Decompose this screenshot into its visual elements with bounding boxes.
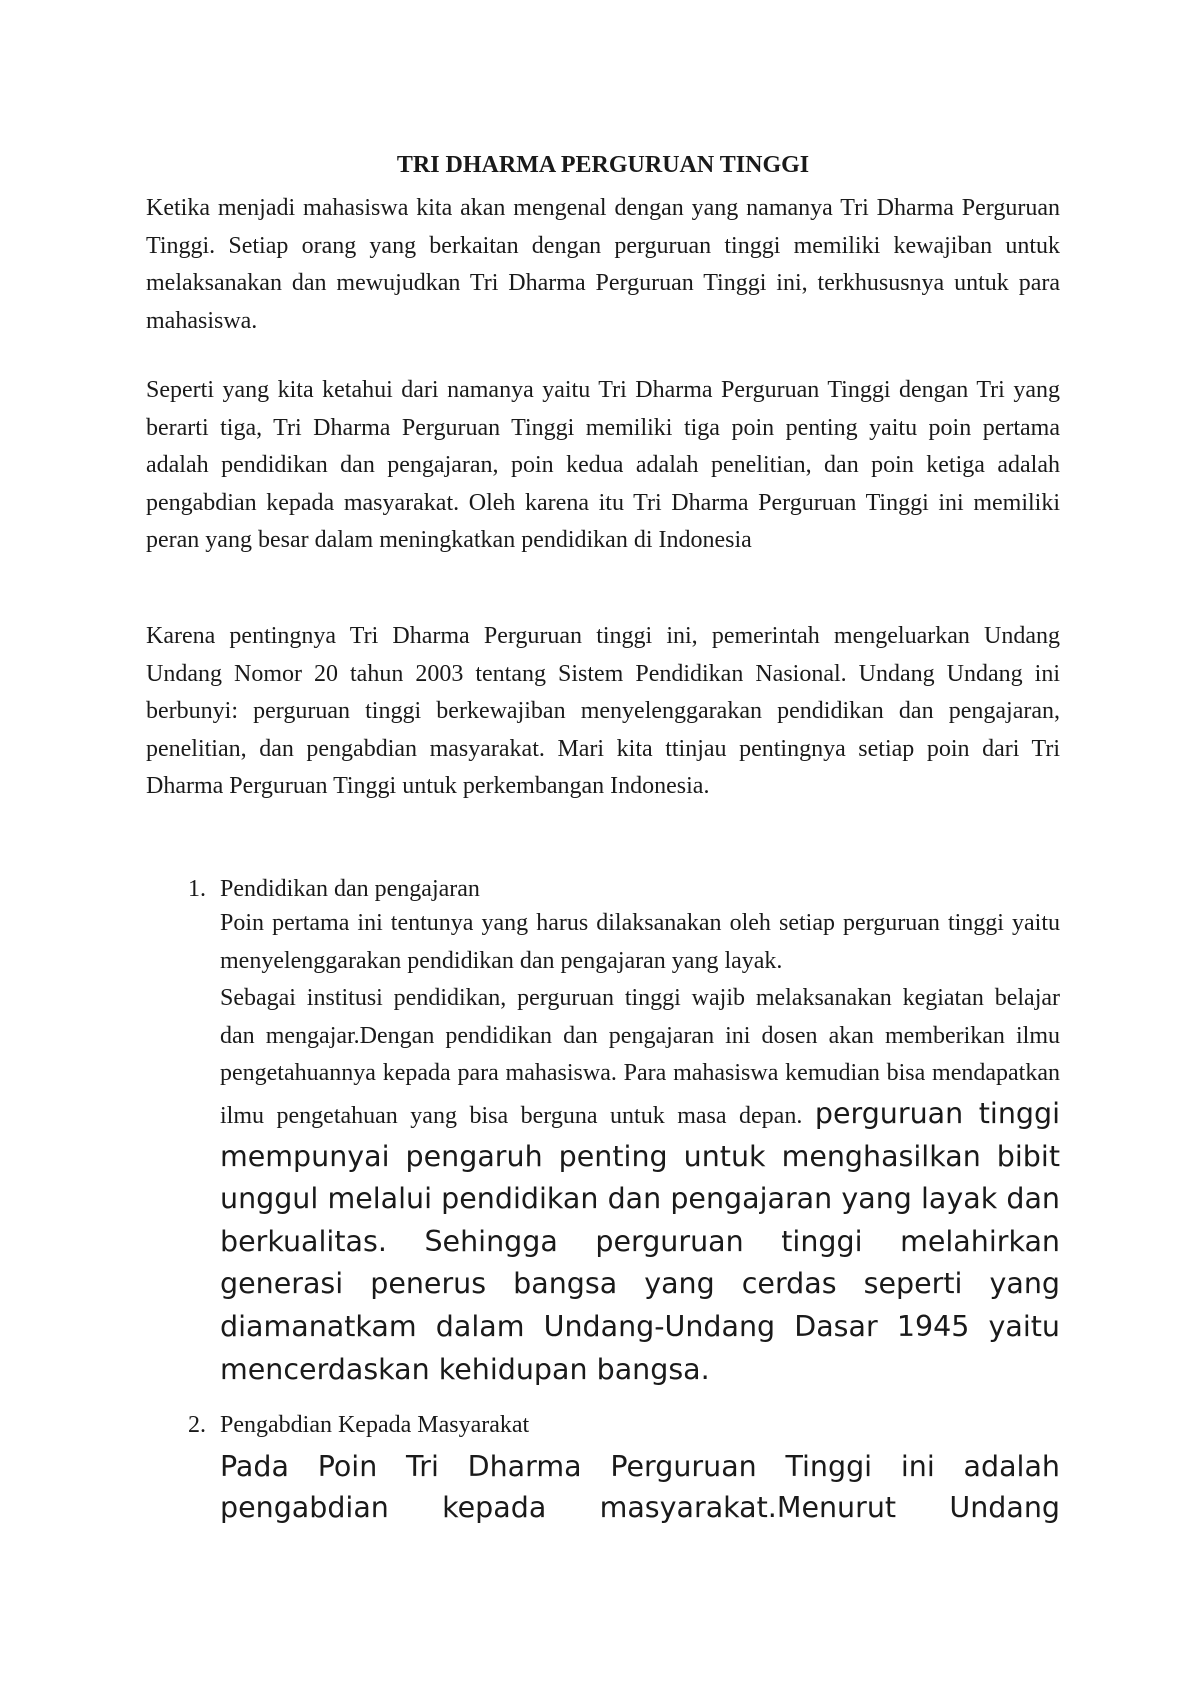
list-item-1-text-a: Poin pertama ini tentunya yang harus dilaksanakan oleh setiap perguruan tinggi yaitu menyelenggarakan pendidikan dan pengajaran yang layak. — [220, 910, 1060, 974]
document-title: TRI DHARMA PERGURUAN TINGGI — [396, 152, 810, 178]
paragraph-intro: Ketika menjadi mahasiswa kita akan mengenal dengan yang namanya Tri Dharma Perguruan Tinggi. Setiap orang yang berkaitan dengan perguruan tinggi memiliki kewajiban untuk melaksanakan dan mewujudkan Tri Dharma Perguruan Tinggi ini, terkhususnya untuk para mahasiswa. — [146, 195, 1060, 334]
list-item-2-number: 2. — [188, 1412, 206, 1438]
list-item-1-heading — [188, 872, 1058, 906]
paragraph-three-points: Seperti yang kita ketahui dari namanya yaitu Tri Dharma Perguruan Tinggi dengan Tri yang berarti tiga, Tri Dharma Perguruan Tinggi memiliki tiga poin penting yaitu poin pertama adalah pendidikan dan pengajaran, poin kedua adalah penelitian, dan poin ketiga adalah pengabdian kepada masyarakat. Oleh karena itu Tri Dharma Perguruan Tinggi ini memiliki peran yang besar dalam meningkatkan pendidikan di Indonesia — [146, 377, 1060, 554]
list-item-2-body: Pada Poin Tri Dharma Perguruan Tinggi ini adalah pengabdian kepada masyarakat.Menurut Undang — [220, 1450, 1060, 1524]
list-item-1-body — [220, 905, 1060, 1391]
paragraph-undang-undang: Karena pentingnya Tri Dharma Perguruan tinggi ini, pemerintah mengeluarkan Undang Undang Nomor 20 tahun 2003 tentang Sistem Pendidikan Nasional. Undang Undang ini berbunyi: perguruan tinggi berkewajiban menyelenggarakan pendidikan dan pengajaran, penelitian, dan pengabdian masyarakat. Mari kita ttinjau pentingnya setiap poin dari Tri Dharma Perguruan Tinggi untuk perkembangan Indonesia. — [146, 623, 1060, 800]
list-item-1-title: Pendidikan dan pengajaran — [220, 876, 480, 902]
list-item-1-text-b — [220, 980, 1060, 1391]
list-item-2-title: Pengabdian Kepada Masyarakat — [220, 1412, 530, 1438]
list-item-1-text-b-serif: Sebagai institusi pendidikan, perguruan tinggi wajib melaksanakan kegiatan belajar dan mengajar.Dengan pendidikan dan pengajaran ini dosen akan memberikan ilmu pengetahuannya kepada para mahasiswa. Para mahasiswa kemudian bisa mendapatkan ilmu pengetahuan yang bisa berguna untuk masa depan. — [220, 985, 1060, 1129]
list-item-1-text-b-sans: perguruan tinggi mempunyai pengaruh penting untuk menghasilkan bibit unggul melalui pendidikan dan pengajaran yang layak dan berkualitas. Sehingga perguruan tinggi melahirkan generasi penerus bangsa yang cerdas seperti yang diamanatkam dalam Undang-Undang Dasar 1945 yaitu mencerdaskan kehidupan bangsa. — [220, 1096, 1060, 1386]
list-item-2-heading — [188, 1408, 1058, 1442]
list-item-1-number: 1. — [188, 876, 206, 902]
